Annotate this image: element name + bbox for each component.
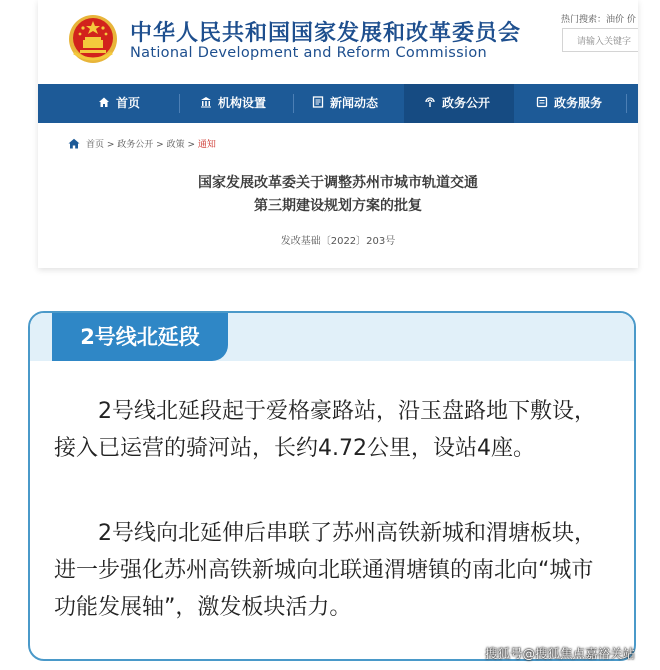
nav-item-home[interactable] [98,84,140,123]
breadcrumb-item-notice[interactable]: 通知 [197,140,216,150]
section-paragraph-2: 2号线向北延伸后串联了苏州高铁新城和渭塘板块，进一步强化苏州高铁新城向北联通渭塘镇的南北向“城市功能发展轴”，激发板块活力。 [54,521,596,620]
hot-search-label[interactable]: 热门搜索：油价 价 [561,15,636,25]
breadcrumb-item-policy[interactable]: 政策 [166,140,185,150]
nav-item-gov-services[interactable] [536,84,602,123]
nav-label-home: 首页 [116,96,141,110]
search-input[interactable]: 请输入关键字 [562,28,638,52]
site-title-cn: 中华人民共和国国家发展和改革委员会 [130,21,522,46]
broadcast-icon [424,96,436,108]
nav-label-news: 新闻动态 [330,96,379,110]
breadcrumb-home-icon[interactable] [68,138,80,149]
document-title-line1: 国家发展改革委关于调整苏州市城市轨道交通 [198,175,478,191]
watermark: 搜狐号@搜狐焦点嘉裕关站 [485,646,636,661]
document-title-line2: 第三期建设规划方案的批复 [254,198,422,214]
section-card [28,311,636,661]
main-nav [38,84,638,123]
section-paragraph-1: 2号线北延段起于爱格豪路站，沿玉盘路地下敷设，接入已运营的骑河站，长约4.72公里，设站4座。 [54,399,596,461]
document-number: 发改基础〔2022〕203号 [280,236,396,247]
breadcrumb-item-gov-affairs[interactable]: 政务公开 [117,140,154,150]
nav-divider [626,94,627,113]
section-tag [52,313,228,361]
website-screenshot [38,0,638,268]
nav-item-news[interactable] [312,84,378,123]
site-header [38,0,638,84]
nav-divider [293,94,294,113]
section-tag-label: 2号线北延段 [80,325,200,349]
home-icon [98,96,110,108]
nav-item-gov-affairs[interactable] [404,84,514,123]
breadcrumb: 首页 > 政务公开 > 政策 > 通知 [68,137,216,150]
news-icon [312,96,324,108]
nav-label-gov-affairs: 政务公开 [442,96,491,110]
nav-label-organization: 机构设置 [218,96,267,110]
nav-divider [179,94,180,113]
site-title-en: National Development and Reform Commission [130,45,487,61]
nav-item-organization[interactable] [200,84,266,123]
breadcrumb-item-home[interactable]: 首页 [86,140,105,150]
nav-label-gov-services: 政务服务 [554,96,603,110]
building-icon [200,96,212,108]
service-icon [536,96,548,108]
national-emblem-icon [68,13,118,65]
